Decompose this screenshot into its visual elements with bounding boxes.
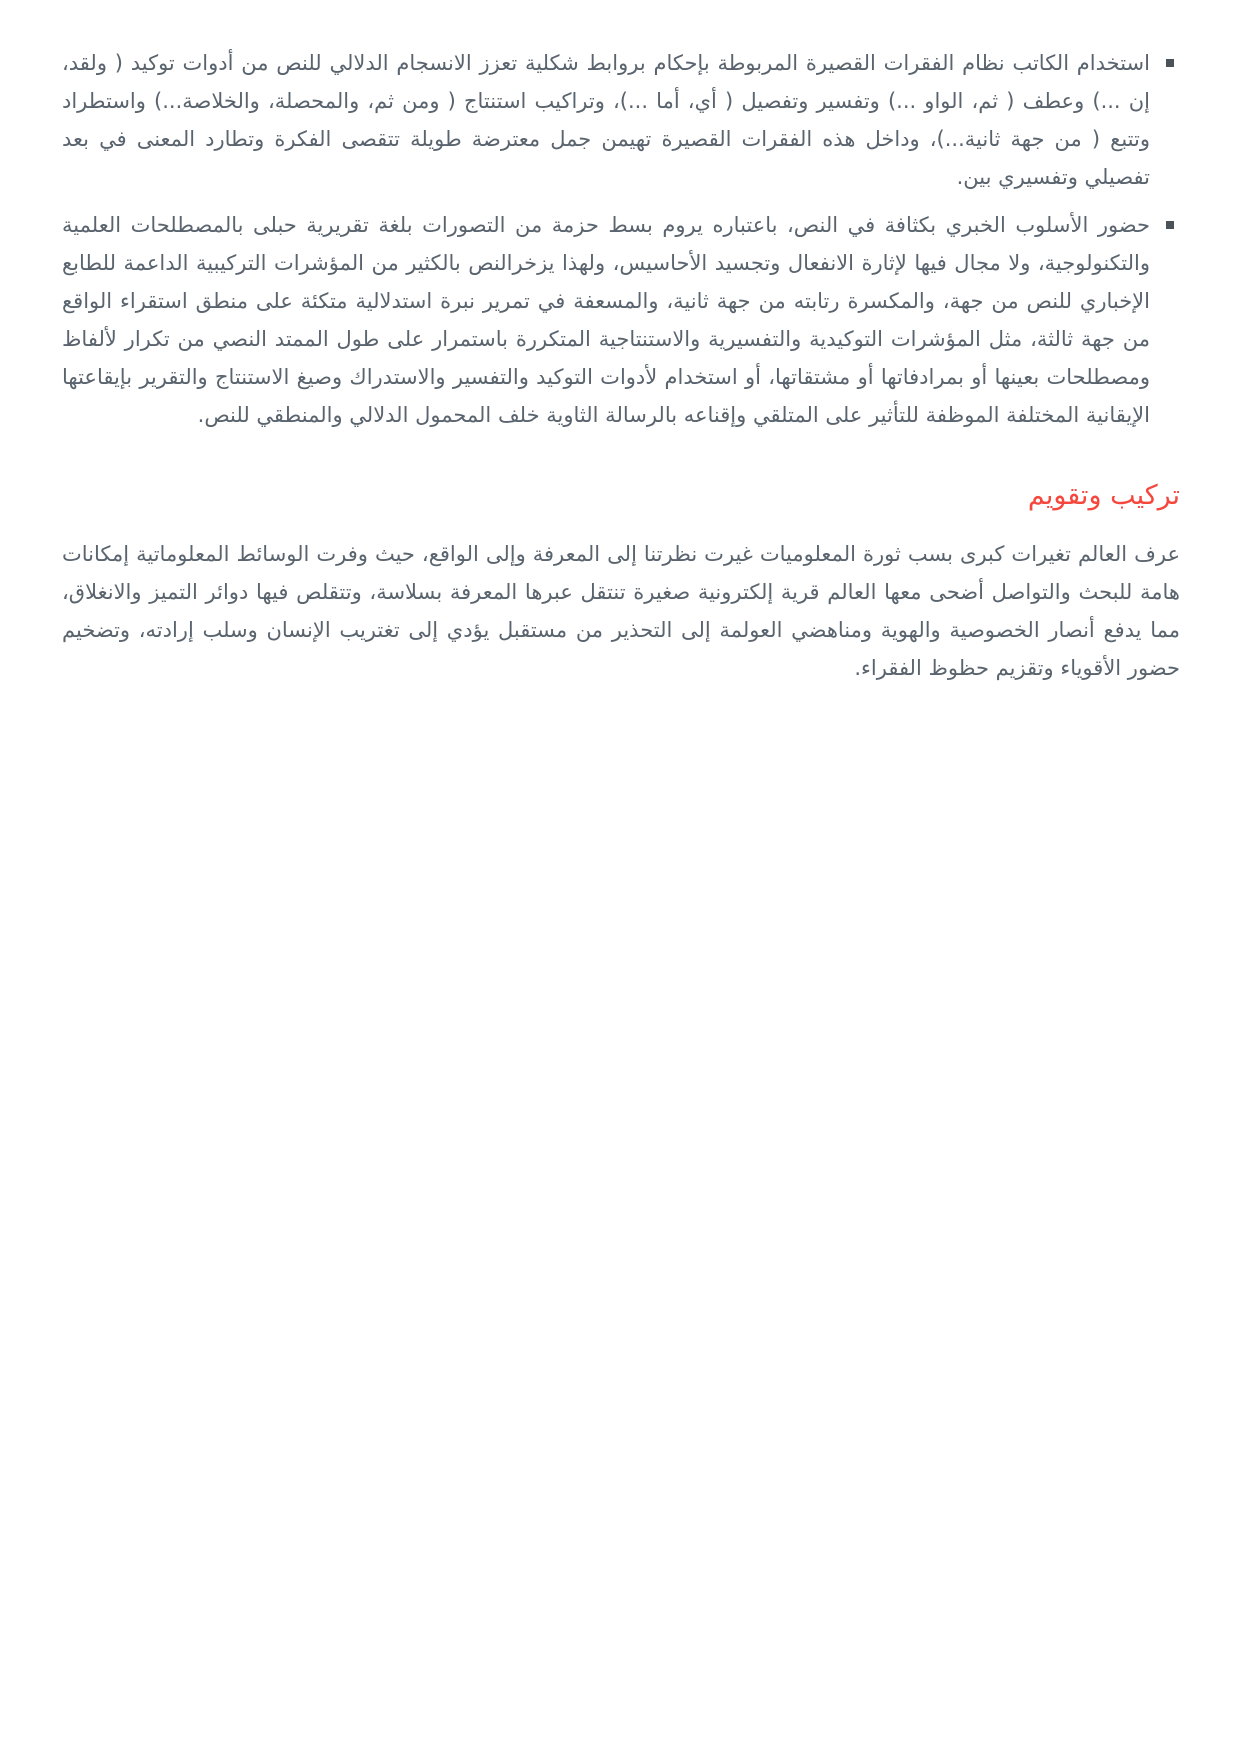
section-paragraph: عرف العالم تغيرات كبرى بسب ثورة المعلوميات غيرت نظرتنا إلى المعرفة وإلى الواقع، حيث وفرت الوسائط المعلوماتية إمكانات هامة للبحث والتواصل أضحى معها العالم قرية إلكترونية صغيرة تنتقل عبرها المعرفة بسلاسة، وتتقلص فيها دوائر التميز والانغلاق، مما يدفع أنصار الخصوصية والهوية ومناهضي العولمة إلى التحذير من مستقبل يؤدي إلى تغتريب الإنسان وسلب إرادته، وتضخيم حضور الأقوياء وتقزيم حظوظ الفقراء. (62, 542, 1180, 680)
bullet-square-icon (1166, 221, 1174, 229)
bullet-list (62, 44, 1180, 434)
section-heading: تركيب وتقويم (1027, 480, 1180, 511)
list-item-text: استخدام الكاتب نظام الفقرات القصيرة المربوطة بإحكام بروابط شكلية تعزز الانسجام الدلالي للنص من أدوات توكيد ( ولقد، إن ...) وعطف ( ثم، الواو ...) وتفسير وتفصيل ( أي، أما ...)، وتراكيب استنتاج ( ومن ثم، والمحصلة، والخلاصة...) واستطراد وتتبع ( من جهة ثانية...)، وداخل هذه الفقرات القصيرة تهيمن جمل معترضة طويلة تتقصى الفكرة وتطارد المعنى في بعد تفصيلي وتفسيري بين. (62, 51, 1150, 189)
list-item (62, 44, 1180, 196)
list-item (62, 206, 1180, 434)
bullet-square-icon (1166, 59, 1174, 67)
list-item-text: حضور الأسلوب الخبري بكثافة في النص، باعتباره يروم بسط حزمة من التصورات بلغة تقريرية حبلى بالمصطلحات العلمية والتكنولوجية، ولا مجال فيها لإثارة الانفعال وتجسيد الأحاسيس، ولهذا يزخرالنص بالكثير من المؤشرات التركيبية الداعمة للطابع الإخباري للنص من جهة، والمكسرة رتابته من جهة ثانية، والمسعفة في تمرير نبرة استدلالية متكئة على منطق استقراء الواقع من جهة ثالثة، مثل المؤشرات التوكيدية والتفسيرية والاستنتاجية المتكررة باستمرار على طول الممتد النصي من تكرار لألفاظ ومصطلحات بعينها أو بمرادفاتها أو مشتقاتها، أو استخدام لأدوات التوكيد والتفسير والاستدراك وصيغ الاستنتاج والتقرير بإيقاعتها الإيقانية المختلفة الموظفة للتأثير على المتلقي وإقناعه بالرسالة الثاوية خلف المحمول الدلالي والمنطقي للنص. (62, 213, 1150, 427)
